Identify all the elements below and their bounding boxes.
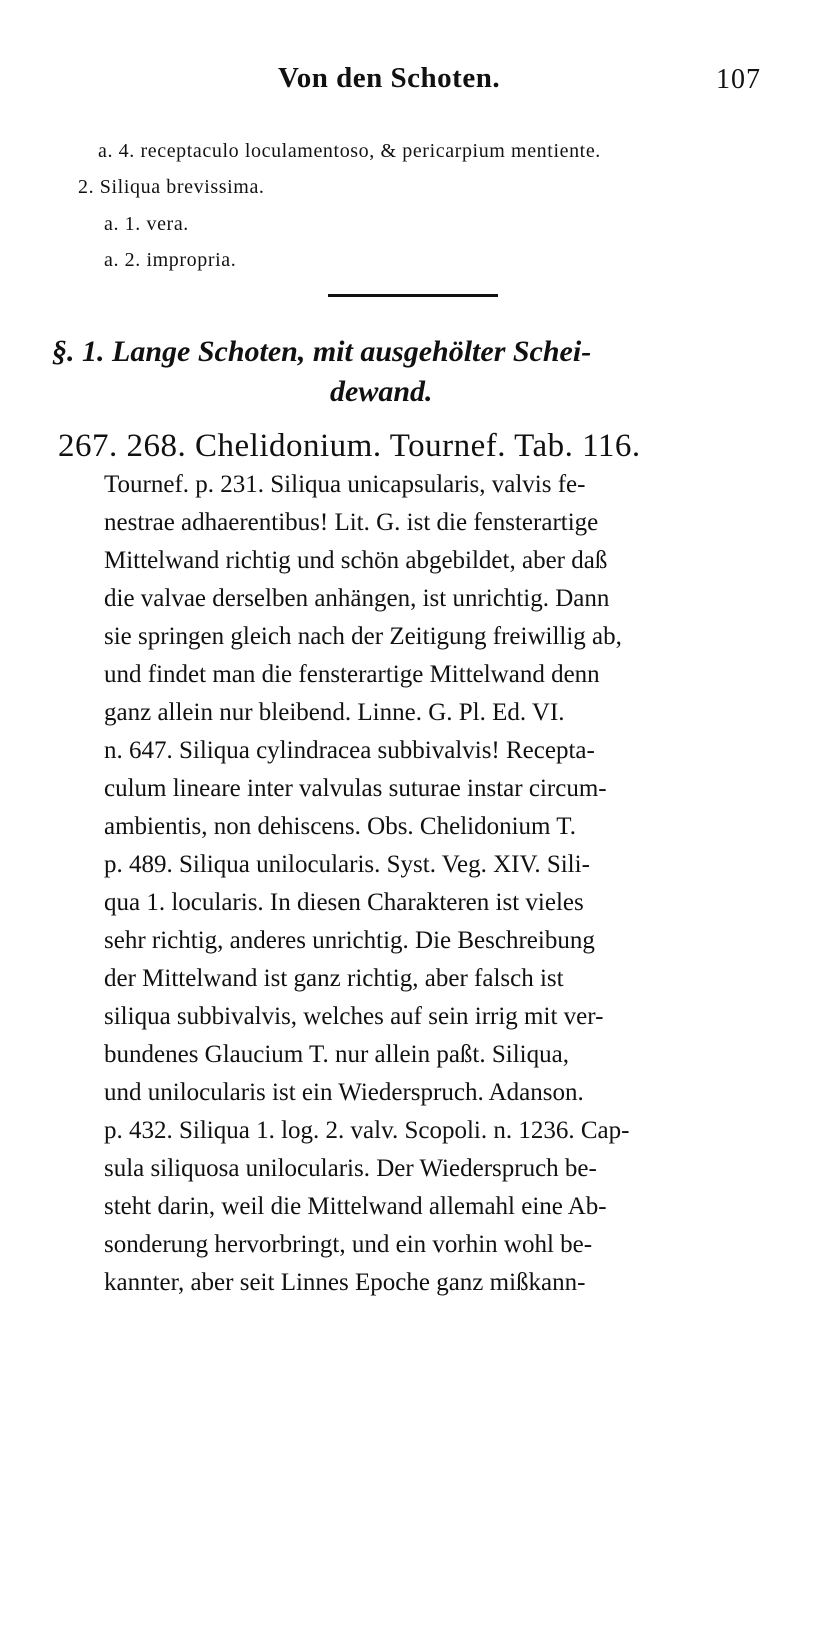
body-line: sehr richtig, anderes unrichtig. Die Beschreibung — [104, 927, 595, 954]
body-line: die valvae derselben anhängen, ist unrichtig. Dann — [104, 585, 610, 612]
outline-item: a. 2. impropria. — [104, 249, 237, 271]
body-line: siliqua subbivalvis, welches auf sein irrig mit ver- — [104, 1003, 604, 1030]
page-number: 107 — [716, 64, 761, 95]
separator-rule — [328, 294, 498, 297]
body-line: p. 432. Siliqua 1. log. 2. valv. Scopoli. n. 1236. Cap- — [104, 1117, 630, 1144]
section-heading-line: dewand. — [330, 375, 433, 408]
body-line: sula siliquosa unilocularis. Der Wiederspruch be- — [104, 1155, 597, 1182]
running-head — [0, 62, 830, 102]
body-line: und findet man die fensterartige Mittelwand denn — [104, 661, 600, 688]
body-line: und unilocularis ist ein Wiederspruch. Adanson. — [104, 1079, 584, 1106]
body-line: Tournef. p. 231. Siliqua unicapsularis, valvis fe- — [104, 471, 586, 498]
body-line: steht darin, weil die Mittelwand allemahl eine Ab- — [104, 1193, 607, 1220]
body-line: Mittelwand richtig und schön abgebildet, aber daß — [104, 547, 608, 574]
body-line: culum lineare inter valvulas suturae instar circum- — [104, 775, 607, 802]
section-heading-line: §. 1. Lange Schoten, mit ausgehölter Schei- — [52, 335, 592, 368]
body-line: der Mittelwand ist ganz richtig, aber falsch ist — [104, 965, 564, 992]
body-line: ganz allein nur bleibend. Linne. G. Pl. Ed. VI. — [104, 699, 565, 726]
body-line: n. 647. Siliqua cylindracea subbivalvis! Recepta- — [104, 737, 595, 764]
body-line: ambientis, non dehiscens. Obs. Chelidonium T. — [104, 813, 576, 840]
body-line: sie springen gleich nach der Zeitigung freiwillig ab, — [104, 623, 622, 650]
body-line: bundenes Glaucium T. nur allein paßt. Siliqua, — [104, 1041, 569, 1068]
outline-item: a. 4. receptaculo loculamentoso, & pericarpium mentiente. — [98, 140, 601, 162]
body-line: qua 1. locularis. In diesen Charakteren ist vieles — [104, 889, 584, 916]
body-line: sonderung hervorbringt, und ein vorhin wohl be- — [104, 1231, 593, 1258]
outline-item: 2. Siliqua brevissima. — [78, 176, 265, 198]
entry-heading: 267. 268. Chelidonium. Tournef. Tab. 116. — [58, 428, 641, 464]
body-line: p. 489. Siliqua unilocularis. Syst. Veg. XIV. Sili- — [104, 851, 590, 878]
running-title: Von den Schoten. — [278, 62, 501, 94]
outline-item: a. 1. vera. — [104, 213, 189, 235]
body-line: kannter, aber seit Linnes Epoche ganz mißkann- — [104, 1269, 586, 1296]
body-line: nestrae adhaerentibus! Lit. G. ist die fensterartige — [104, 509, 599, 536]
